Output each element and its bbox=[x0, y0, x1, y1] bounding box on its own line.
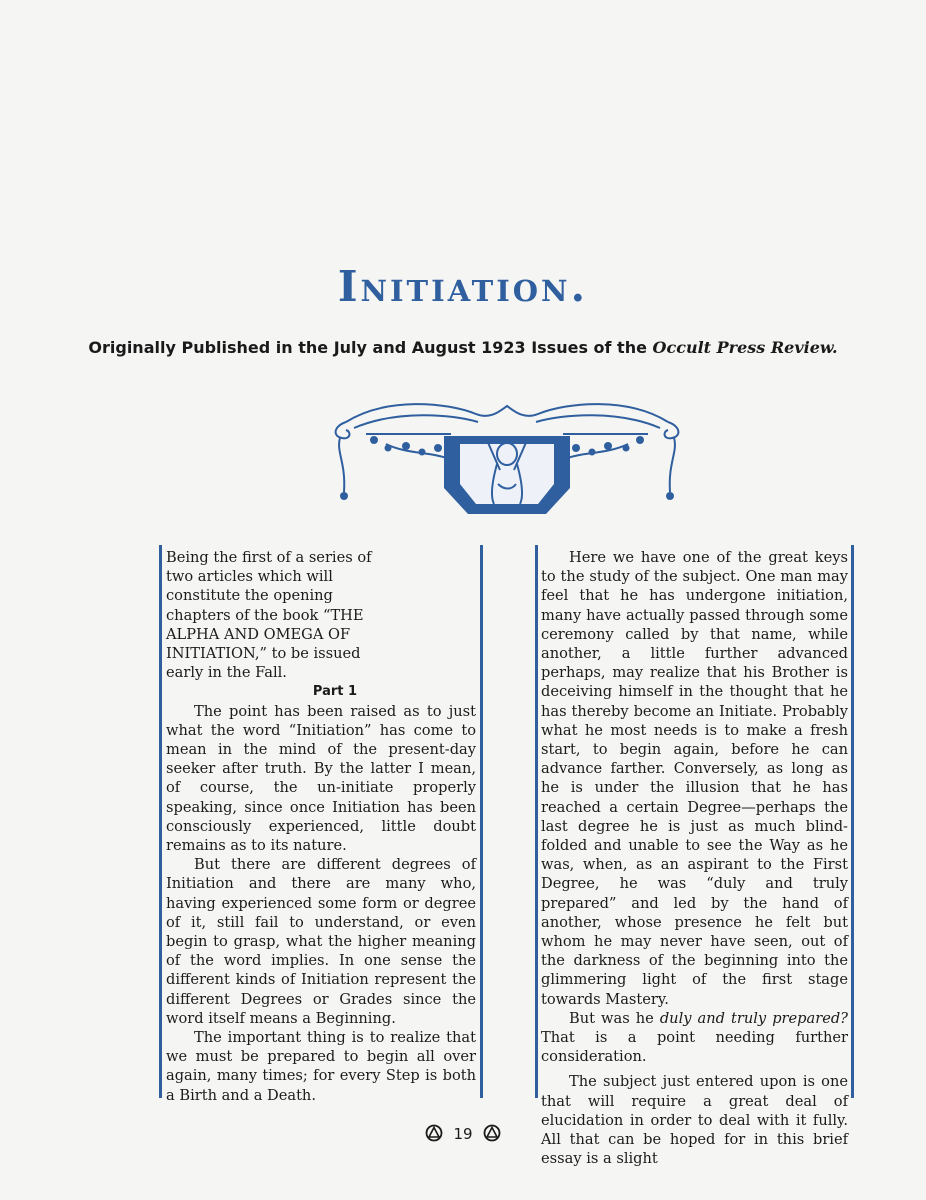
publication-name: Occult Press Review. bbox=[652, 338, 838, 357]
right-column-rule-left bbox=[535, 545, 538, 1098]
paragraph-text: But was he bbox=[569, 1009, 660, 1027]
left-column-rule-left bbox=[159, 545, 162, 1098]
paragraph-text: That is a point needing further consideration. bbox=[541, 1029, 848, 1066]
paragraph bbox=[541, 1009, 848, 1067]
subtitle-text: Originally Published in the July and August 1923 Issues of the bbox=[88, 338, 653, 357]
subtitle bbox=[0, 338, 926, 357]
left-column bbox=[166, 548, 476, 1105]
triangle-circle-emblem-icon bbox=[425, 1124, 443, 1142]
page-number: 19 bbox=[453, 1125, 473, 1143]
intro-note: Being the first of a series of two articles which will constitute the opening chapters of the book “THE ALPHA AND OMEGA OF INITIATION,” to be issued early in the Fall. bbox=[166, 549, 372, 682]
emphasis-text: duly and truly prepared? bbox=[659, 1009, 848, 1027]
right-column bbox=[541, 548, 848, 1169]
left-column-rule-right bbox=[480, 545, 483, 1098]
paragraph: But there are different degrees of Initiation and there are many who, having experienced some form or degree of it, still fail to understand, or even begin to grasp, what the higher meaning of the word implies. In one sense the different kinds of Initiation represent the different Degrees or Grades since the word itself means a Beginning. bbox=[166, 856, 476, 1027]
paragraph: The important thing is to realize that we must be prepared to begin all over again, many times; for every Step is both a Birth and a Death. bbox=[166, 1029, 476, 1104]
paragraph: Here we have one of the great keys to the study of the subject. One man may feel that he has undergone initiation, many have actually passed through some ceremony called by that name, while another, a little further advanced perhaps, may realize that his Brother is deceiving himself in the thought that he has thereby become an Initiate. Probably what he most needs is to make a fresh start, to begin again, before he can advance farther. Conversely, as long as he is under the illusion that he has reached a certain Degree—perhaps the last degree he is just as much blind-folded and unable to see the Way as he was, when, as an aspirant to the First Degree, he was “duly and truly prepared” and led by the hand of another, whose presence he felt but whom he may never have seen, out of the darkness of the beginning into the glimmering light of the first stage towards Mastery. bbox=[541, 549, 848, 1008]
art-nouveau-ornament-icon bbox=[326, 392, 688, 522]
part-heading: Part 1 bbox=[312, 684, 358, 700]
page-title: Initiation. bbox=[337, 262, 589, 311]
paragraph: The subject just entered upon is one that will require a great deal of elucidation in order to deal with it fully. All that can be hoped for in this brief essay is a slight bbox=[541, 1073, 848, 1168]
right-column-rule-right bbox=[851, 545, 854, 1098]
paragraph: The point has been raised as to just what the word “Initiation” has come to mean in the mind of the present-day seeker after truth. By the latter I mean, of course, the un-initiate properly speaking, since once Initiation has been consciously experienced, little doubt remains as to its nature. bbox=[166, 702, 476, 855]
triangle-circle-emblem-icon bbox=[483, 1124, 501, 1142]
page-footer bbox=[0, 1124, 926, 1143]
